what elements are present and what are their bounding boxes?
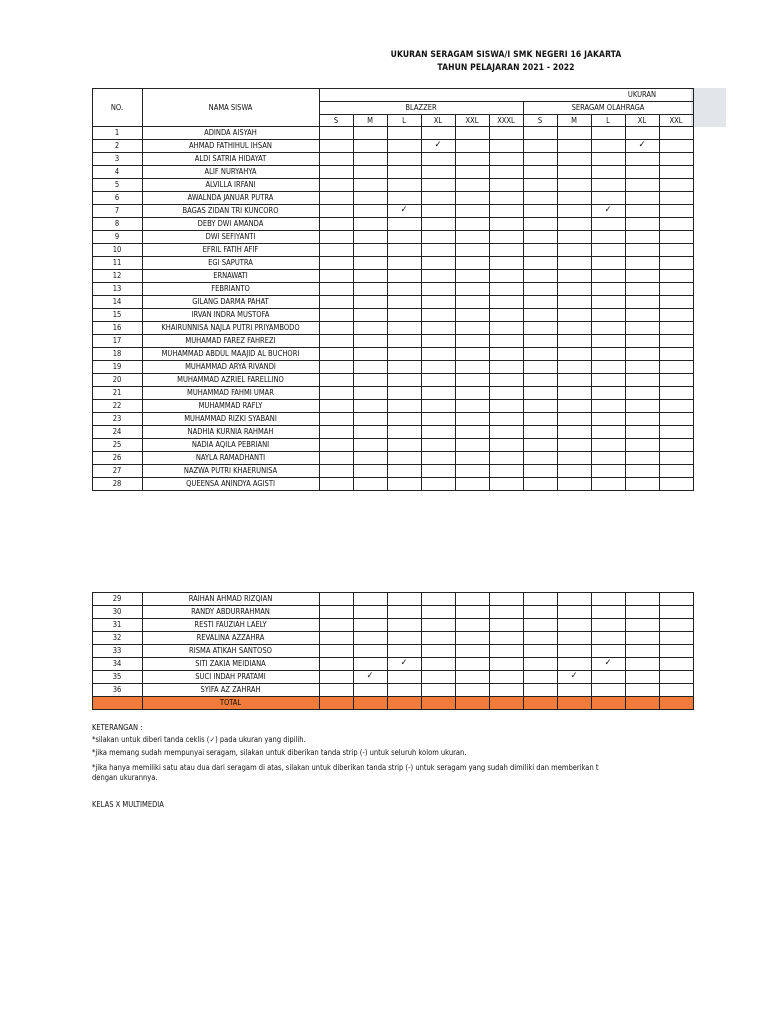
check-mark: ✓ [434, 140, 442, 150]
student-name: RAIHAN AHMAD RIZQIAN [188, 594, 273, 603]
check-mark: ✓ [604, 205, 612, 215]
header-grey-block [691, 88, 726, 127]
row-number: 18 [112, 349, 122, 358]
row-number: 21 [112, 388, 122, 397]
row-number: 12 [112, 271, 122, 280]
check-mark: ✓ [400, 658, 408, 668]
student-name: RISMA ATIKAH SANTOSO [189, 646, 272, 655]
row-number: 2 [114, 141, 120, 150]
header-size-olahraga: S [537, 115, 543, 125]
header-no: NO. [110, 102, 124, 112]
row-number: 8 [114, 219, 120, 228]
grid-line [319, 592, 320, 710]
note-3b: dengan ukurannya. [92, 773, 158, 782]
student-name: EGI SAPUTRA [208, 258, 253, 267]
header-size-olahraga: XXL [669, 115, 683, 125]
grid-line [693, 88, 694, 491]
note-1: *silakan untuk diberi tanda ceklis (✓) pada ukuran yang dipilih. [92, 735, 306, 744]
header-size-blazzer: M [367, 115, 373, 125]
student-name: DWI SEFIYANTI [205, 232, 256, 241]
grid-line [523, 592, 524, 710]
row-number: 24 [112, 427, 122, 436]
student-name: SUCI INDAH PRATAMI [195, 672, 266, 681]
check-mark: ✓ [604, 658, 612, 668]
student-name: NADHIA KURNIA RAHMAH [187, 427, 274, 436]
student-name: KHAIRUNNISA NAJLA PUTRI PRIYAMBODO [161, 323, 300, 332]
grid-line [693, 592, 694, 710]
student-name: MUHAMAD FAREZ FAHREZI [185, 336, 276, 345]
student-name: DEBY DWI AMANDA [197, 219, 264, 228]
row-number: 36 [112, 685, 122, 694]
student-name: ADINDA AISYAH [204, 128, 257, 137]
grid-line [319, 114, 694, 115]
row-number: 1 [114, 128, 120, 137]
header-name: NAMA SISWA [208, 102, 253, 112]
row-number: 29 [112, 594, 122, 603]
grid-line [455, 114, 456, 491]
check-mark: ✓ [400, 205, 408, 215]
grid-line [557, 114, 558, 491]
student-name: BAGAS ZIDAN TRI KUNCORO [182, 206, 279, 215]
grid-line [591, 592, 592, 710]
student-name: ERNAWATI [213, 271, 248, 280]
check-mark: ✓ [638, 140, 646, 150]
grid-line [455, 592, 456, 710]
title-line-1: UKURAN SERAGAM SISWA/I SMK NEGERI 16 JAKARTA [390, 50, 622, 60]
student-name: RANDY ABDURRAHMAN [191, 607, 270, 616]
grid-line [92, 490, 694, 491]
grid-line [421, 592, 422, 710]
row-number: 14 [112, 297, 122, 306]
header-size-blazzer: XXL [465, 115, 479, 125]
student-name: ALVILLA IRFANI [205, 180, 256, 189]
student-name: NAZWA PUTRI KHAERUNISA [183, 466, 278, 475]
student-name: AWALNDA JANUAR PUTRA [187, 193, 274, 202]
row-number: 25 [112, 440, 122, 449]
student-name: FEBRIANTO [211, 284, 250, 293]
class-label: KELAS X MULTIMEDIA [92, 800, 164, 809]
grid-line [319, 88, 320, 491]
check-mark: ✓ [570, 671, 578, 681]
grid-line [353, 592, 354, 710]
grid-line [92, 696, 694, 697]
student-name: MUHAMMAD ARYA RIVANDI [185, 362, 276, 371]
grid-line [92, 88, 694, 89]
row-number: 5 [114, 180, 120, 189]
student-name: ALDI SATRIA HIDAYAT [194, 154, 267, 163]
student-name: MUHAMMAD RIZKI SYABANI [184, 414, 277, 423]
grid-line [489, 592, 490, 710]
student-name: AHMAD FATHIHUL IHSAN [189, 141, 272, 150]
header-size-blazzer: XL [433, 115, 443, 125]
grid-line [319, 101, 694, 102]
student-name: MUHAMMAD RAFLY [198, 401, 263, 410]
header-size-blazzer: S [333, 115, 339, 125]
row-number: 19 [112, 362, 122, 371]
grid-line [523, 101, 524, 491]
grid-line [591, 114, 592, 491]
student-name: NADIA AQILA PEBRIANI [191, 440, 270, 449]
header-size-olahraga: XL [637, 115, 647, 125]
student-name: SYIFA AZ ZAHRAH [200, 685, 261, 694]
title-line-2: TAHUN PELAJARAN 2021 - 2022 [437, 63, 575, 73]
row-number: 33 [112, 646, 122, 655]
row-number: 9 [114, 232, 120, 241]
row-number: 32 [112, 633, 122, 642]
row-number: 17 [112, 336, 122, 345]
grid-line [625, 592, 626, 710]
grid-line [625, 114, 626, 491]
student-name: ALIF NURYAHYA [204, 167, 257, 176]
row-number: 31 [112, 620, 122, 629]
header-size-blazzer: XXXL [497, 115, 515, 125]
row-number: 16 [112, 323, 122, 332]
row-number: 23 [112, 414, 122, 423]
student-name: RESTI FAUZIAH LAELY [194, 620, 267, 629]
student-name: SITI ZAKIA MEIDIANA [195, 659, 266, 668]
row-number: 34 [112, 659, 122, 668]
row-number: 10 [112, 245, 122, 254]
total-label: TOTAL [219, 698, 242, 707]
grid-line [92, 709, 694, 710]
notes-heading: KETERANGAN : [92, 723, 143, 732]
grid-line [353, 114, 354, 491]
row-number: 26 [112, 453, 122, 462]
header-blazzer: BLAZZER [405, 103, 437, 112]
grid-line [421, 114, 422, 491]
header-size-olahraga: L [606, 115, 610, 125]
row-number: 4 [114, 167, 120, 176]
row-number: 22 [112, 401, 122, 410]
student-name: MUHAMMAD ABDUL MAAJID AL BUCHORI [161, 349, 300, 358]
row-number: 20 [112, 375, 122, 384]
student-name: IRVAN INDRA MUSTOFA [191, 310, 270, 319]
grid-line [387, 592, 388, 710]
grid-line [659, 592, 660, 710]
row-number: 28 [112, 479, 122, 488]
header-olahraga: SERAGAM OLAHRAGA [571, 103, 645, 112]
row-number: 3 [114, 154, 120, 163]
grid-line [387, 114, 388, 491]
row-number: 30 [112, 607, 122, 616]
student-name: MUHAMMAD AZRIEL FARELLINO [177, 375, 284, 384]
grid-line [489, 114, 490, 491]
row-number: 6 [114, 193, 120, 202]
grid-line [659, 114, 660, 491]
row-number: 15 [112, 310, 122, 319]
grid-line [557, 592, 558, 710]
check-mark: ✓ [366, 671, 374, 681]
note-3a: *jika hanya memiliki satu atau dua dari seragam di atas, silakan untuk diberikan tanda strip (-) untuk seragam yang sudah dimiliki dan memberikan t [92, 763, 599, 772]
row-number: 7 [114, 206, 120, 215]
student-name: GILANG DARMA PAHAT [192, 297, 269, 306]
header-ukuran: UKURAN [627, 90, 657, 99]
row-number: 13 [112, 284, 122, 293]
row-number: 35 [112, 672, 122, 681]
row-number: 27 [112, 466, 122, 475]
header-size-blazzer: L [402, 115, 406, 125]
student-name: MUHAMMAD FAHMI UMAR [187, 388, 274, 397]
student-name: EFRIL FATIH AFIF [202, 245, 259, 254]
student-name: NAYLA RAMADHANTI [195, 453, 266, 462]
student-name: REVALINA AZZAHRA [196, 633, 265, 642]
note-2: *jika memang sudah mempunyai seragam, silakan untuk diberikan tanda strip (-) untuk seluruh kolom ukuran. [92, 748, 467, 757]
student-name: QUEENSA ANINDYA AGISTI [186, 479, 275, 488]
row-number: 11 [112, 258, 122, 267]
header-size-olahraga: M [571, 115, 577, 125]
